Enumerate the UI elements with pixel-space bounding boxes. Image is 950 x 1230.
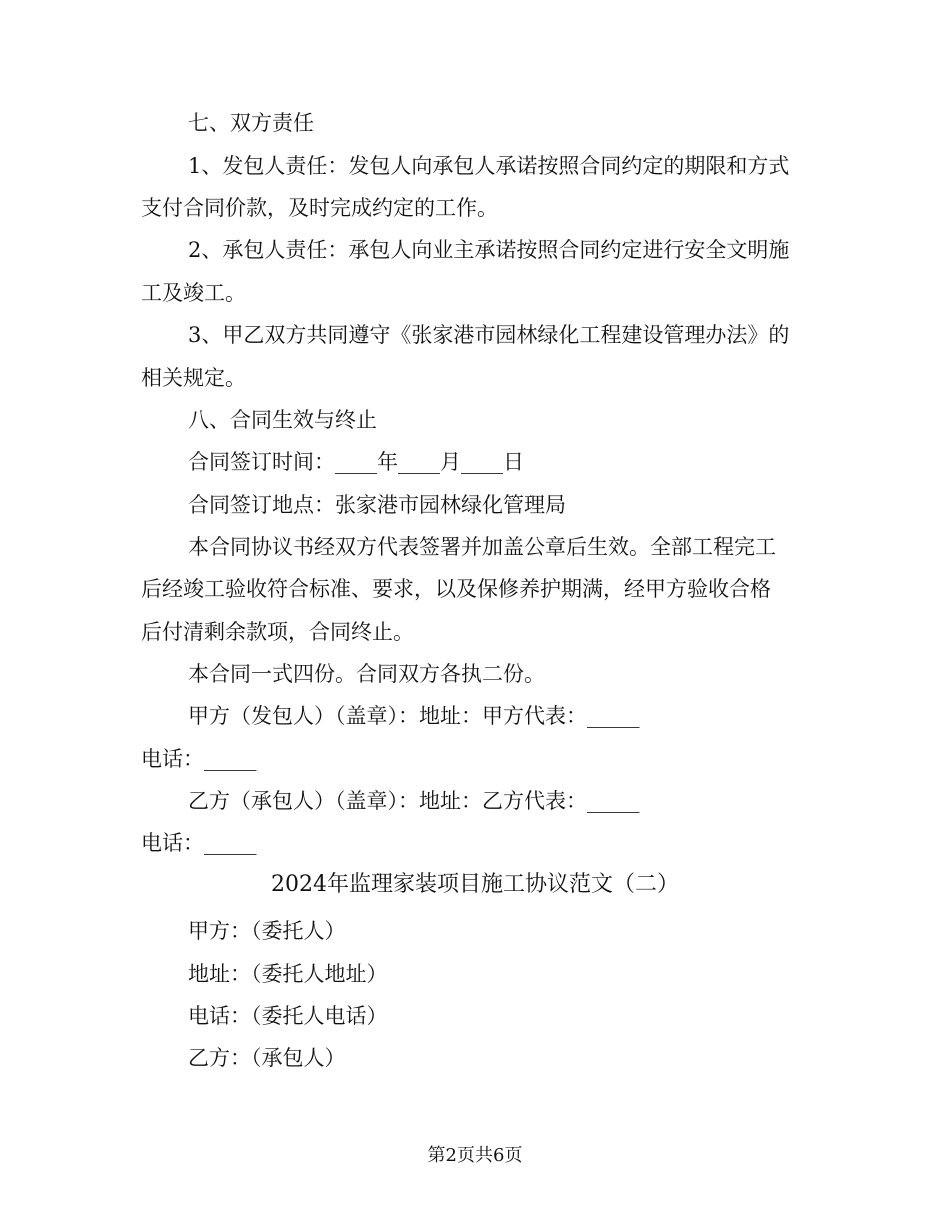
paragraph-line: 本合同一式四份。合同双方各执二份。 — [188, 662, 545, 686]
signature-line: 甲方（发包人）（盖章）：地址：甲方代表：_____ — [188, 704, 640, 728]
party-line: 电话：（委托人电话） — [188, 1004, 388, 1028]
paragraph-line: 后经竣工验收符合标准、要求，以及保修养护期满，经甲方验收合格 — [141, 577, 771, 601]
party-line: 地址：（委托人地址） — [188, 962, 388, 986]
section-heading: 八、合同生效与终止 — [188, 408, 377, 432]
document-title: 2024年监理家装项目施工协议范文（二） — [271, 872, 679, 897]
paragraph-line: 合同签订时间：____年____月____日 — [188, 450, 524, 474]
paragraph-line: 相关规定。 — [141, 366, 246, 390]
signature-line: 电话：_____ — [141, 747, 257, 771]
party-line: 甲方：（委托人） — [188, 919, 346, 943]
paragraph-line: 合同签订地点：张家港市园林绿化管理局 — [188, 493, 566, 517]
signature-line: 乙方（承包人）（盖章）：地址：乙方代表：_____ — [188, 789, 640, 813]
section-heading: 七、双方责任 — [188, 111, 314, 135]
paragraph-line: 3、甲乙双方共同遵守《张家港市园林绿化工程建设管理办法》的 — [188, 323, 790, 347]
paragraph-line: 本合同协议书经双方代表签署并加盖公章后生效。全部工程完工 — [188, 535, 776, 559]
paragraph-line: 支付合同价款，及时完成约定的工作。 — [141, 196, 498, 220]
paragraph-line: 1、发包人责任：发包人向承包人承诺按照合同约定的期限和方式 — [188, 154, 790, 178]
party-line: 乙方：（承包人） — [188, 1046, 346, 1070]
paragraph-line: 2、承包人责任：承包人向业主承诺按照合同约定进行安全文明施 — [188, 238, 790, 262]
page-number: 第2页共6页 — [427, 1145, 523, 1166]
paragraph-line: 工及竣工。 — [141, 281, 246, 305]
paragraph-line: 后付清剩余款项，合同终止。 — [141, 620, 414, 644]
signature-line: 电话：_____ — [141, 831, 257, 855]
